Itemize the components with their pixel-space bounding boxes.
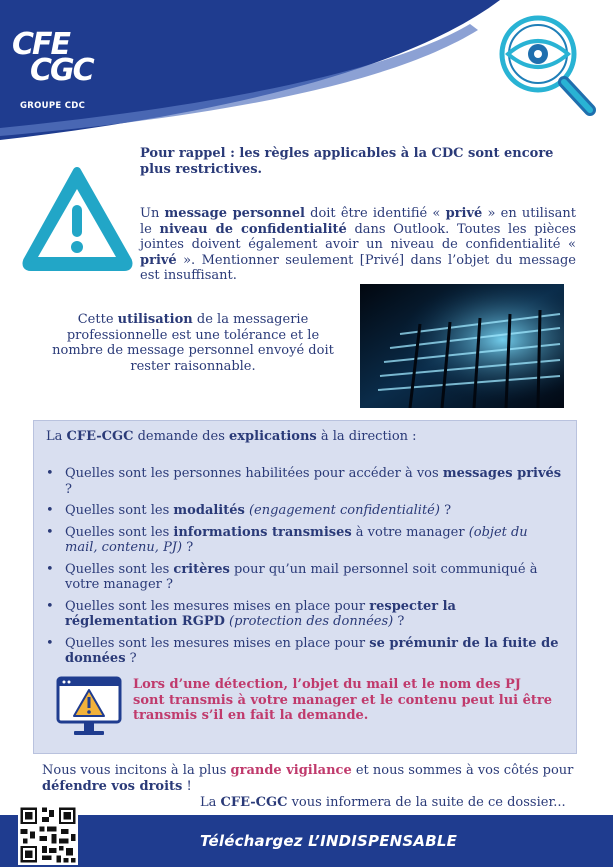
logo-group-text: GROUPE CDC (20, 101, 86, 111)
list-item: • Quelles sont les mesures mises en place pour respecter la réglementation RGPD (protection des données) ? (44, 599, 564, 630)
list-item: • Quelles sont les personnes habilitées pour accéder à vos messages privés ? (44, 466, 564, 497)
warning-triangle-icon (20, 163, 135, 273)
closing-info: La CFE-CGC vous informera de la suite de ce dossier... (200, 795, 566, 810)
list-item: • Quelles sont les critères pour qu’un mail personnel soit communiqué à votre manager ? (44, 562, 564, 593)
list-item: • Quelles sont les informations transmises à votre manager (objet du mail, contenu, PJ) ? (44, 525, 564, 556)
demands-intro: La CFE-CGC demande des explications à la direction : (46, 429, 417, 444)
list-item: • Quelles sont les modalités (engagement confidentialité) ? (44, 503, 564, 519)
keyboard-photo (360, 284, 564, 408)
reminder-body: Un message personnel doit être identifié « privé » en utilisant le niveau de confidentialité dans Outlook. Toutes les pièces jointes doivent également avoir un niveau de confidentialité « privé ». Mentionner seulement [Privé] dans l’objet du message est insuffisant. (140, 206, 577, 283)
logo-cgc-text: CGC (30, 53, 93, 88)
usage-paragraph: Cette utilisation de la messagerie professionnelle est une tolérance et le nombre de message personnel envoyé doit rester raisonnable. (52, 312, 334, 374)
logo-cfe-text: CFE (12, 27, 70, 62)
cfe-cgc-logo (12, 27, 93, 116)
list-item: • Quelles sont les mesures mises en place pour se prémunir de la fuite de données ? (44, 636, 564, 667)
monitor-warning-icon (56, 676, 122, 738)
demands-list (44, 466, 564, 673)
reminder-title: Pour rappel : les règles applicables à la CDC sont encore plus restrictives. (140, 146, 554, 177)
closing-paragraph: Nous vous incitons à la plus grande vigilance et nous sommes à vos côtés pour défendre vos droits ! (42, 763, 574, 794)
detection-alert: Lors d’une détection, l’objet du mail et le nom des PJ sont transmis à votre manager et le contenu peut lui être transmis s’il en fait la demande. (133, 677, 553, 723)
qr-code[interactable] (18, 805, 78, 865)
eye-magnifier-icon (492, 14, 602, 120)
download-link[interactable]: Téléchargez L’INDISPENSABLE (200, 832, 458, 850)
